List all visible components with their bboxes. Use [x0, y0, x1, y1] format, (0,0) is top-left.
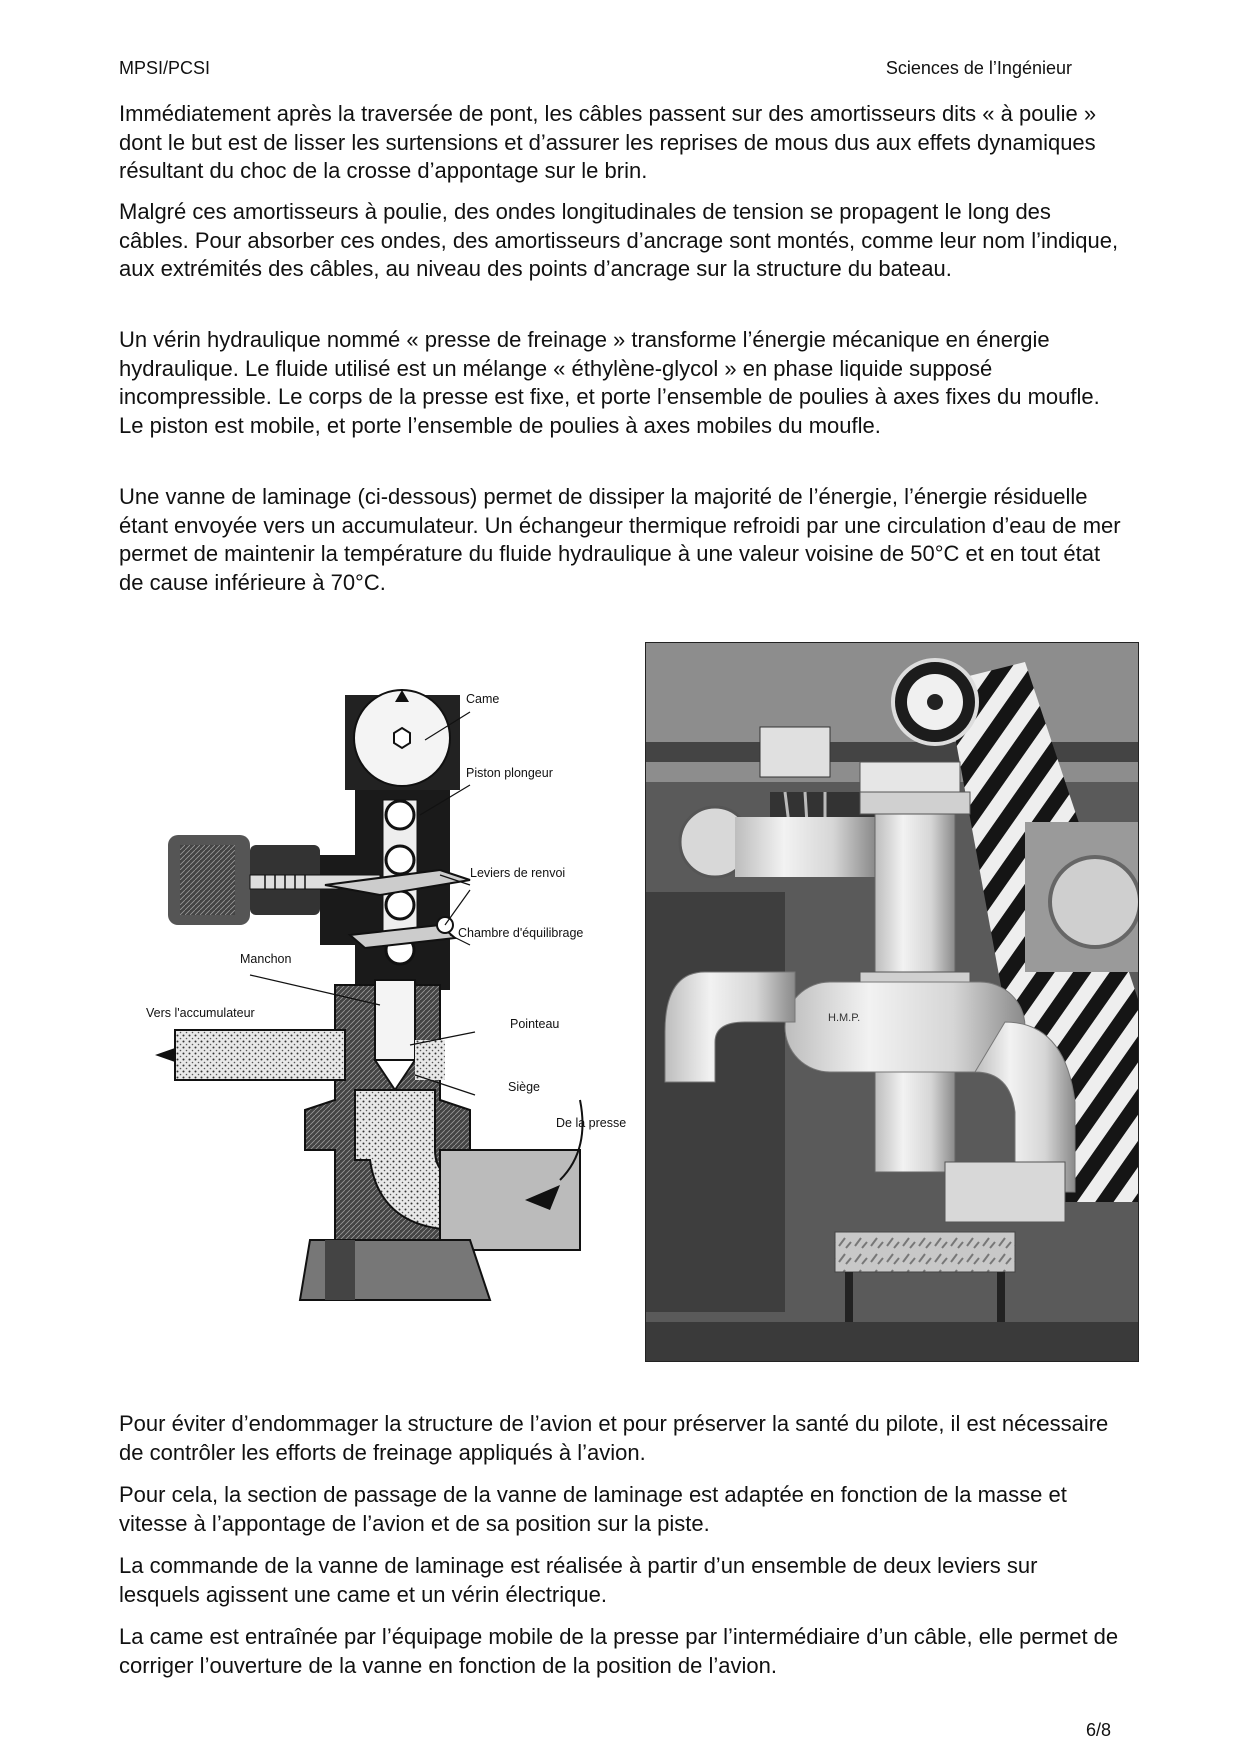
page-number: 6/8: [1085, 1720, 1111, 1740]
paragraph-commande-vanne: La commande de la vanne de laminage est réalisée à partir d’un ensemble de deux leviers sur lesquels agissent une came et un vérin électrique.: [119, 1553, 1038, 1607]
paragraph-efforts-freinage: Pour éviter d’endommager la structure de l’avion et pour préserver la santé du pilote, il est nécessaire de contrôler les efforts de freinage appliqués à l’avion.: [119, 1411, 1109, 1465]
label-siege: Siège: [508, 1080, 540, 1094]
label-leviers-de-renvoi: Leviers de renvoi: [470, 866, 566, 880]
paragraph-amortisseurs-ancrage: Malgré ces amortisseurs à poulie, des ondes longitudinales de tension se propagent le long des câbles. Pour absorber ces ondes, des amortisseurs d’ancrage sont montés, comme leur nom l’indique, aux extrémités des câbles, au niveau des points d’ancrage sur la structure du bateau.: [119, 199, 1119, 281]
label-pointeau: Pointeau: [510, 1017, 560, 1031]
header-course: MPSI/PCSI: [119, 58, 211, 78]
paragraph-amortisseurs-poulie: Immédiatement après la traversée de pont, les câbles passent sur des amortisseurs dits « à poulie » dont le but est de lisser les surtensions et d’assurer les reprises de mous dus aux effets dynamiques résultant du choc de la crosse d’appontage sur le brin.: [119, 101, 1097, 183]
page-header: [119, 58, 1072, 84]
label-hmp: H.M.P.: [828, 1012, 861, 1024]
label-de-la-presse: De la presse: [556, 1116, 627, 1130]
paragraph-presse-freinage: Un vérin hydraulique nommé « presse de freinage » transforme l’énergie mécanique en énergie hydraulique. Le fluide utilisé est un mélange « éthylène-glycol » en phase liquide supposé incompressible. Le corps de la presse est fixe, et porte l’ensemble de poulies à axes fixes du moufle. Le piston est mobile, et porte l’ensemble de poulies à axes mobiles du moufle.: [119, 327, 1100, 438]
cam-part: [345, 690, 460, 790]
header-subject: Sciences de l’Ingénieur: [885, 58, 1072, 78]
label-vers-accumulateur: Vers l'accumulateur: [146, 1006, 255, 1020]
paragraph-came-entrainee: La came est entraînée par l’équipage mobile de la presse par l’intermédiaire d’un câble, elle permet de corriger l’ouverture de la vanne en fonction de la position de l’avion.: [119, 1624, 1119, 1678]
paragraph-section-passage: Pour cela, la section de passage de la vanne de laminage est adaptée en fonction de la masse et vitesse à l’appontage de l’avion et de sa position sur la piste.: [119, 1482, 1067, 1536]
figure-vanne-laminage: [140, 640, 1140, 1370]
paragraph-vanne-laminage: Une vanne de laminage (ci-dessous) permet de dissiper la majorité de l’énergie, l’énergie résiduelle étant envoyée vers un accumulateur. Un échangeur thermique refroidi par une circulation d’eau de mer permet de maintenir la température du fluide hydraulique à une valeur voisine de 50°C et en tout état de cause inférieure à 70°C.: [119, 484, 1121, 595]
label-came: Came: [466, 692, 500, 706]
vanne-cutaway-diagram: [140, 680, 640, 1330]
label-piston-plongeur: Piston plongeur: [466, 766, 553, 780]
label-manchon: Manchon: [240, 952, 292, 966]
label-chambre-equilibrage: Chambre d'équilibrage: [458, 926, 584, 940]
vanne-photograph: [645, 642, 1139, 1362]
